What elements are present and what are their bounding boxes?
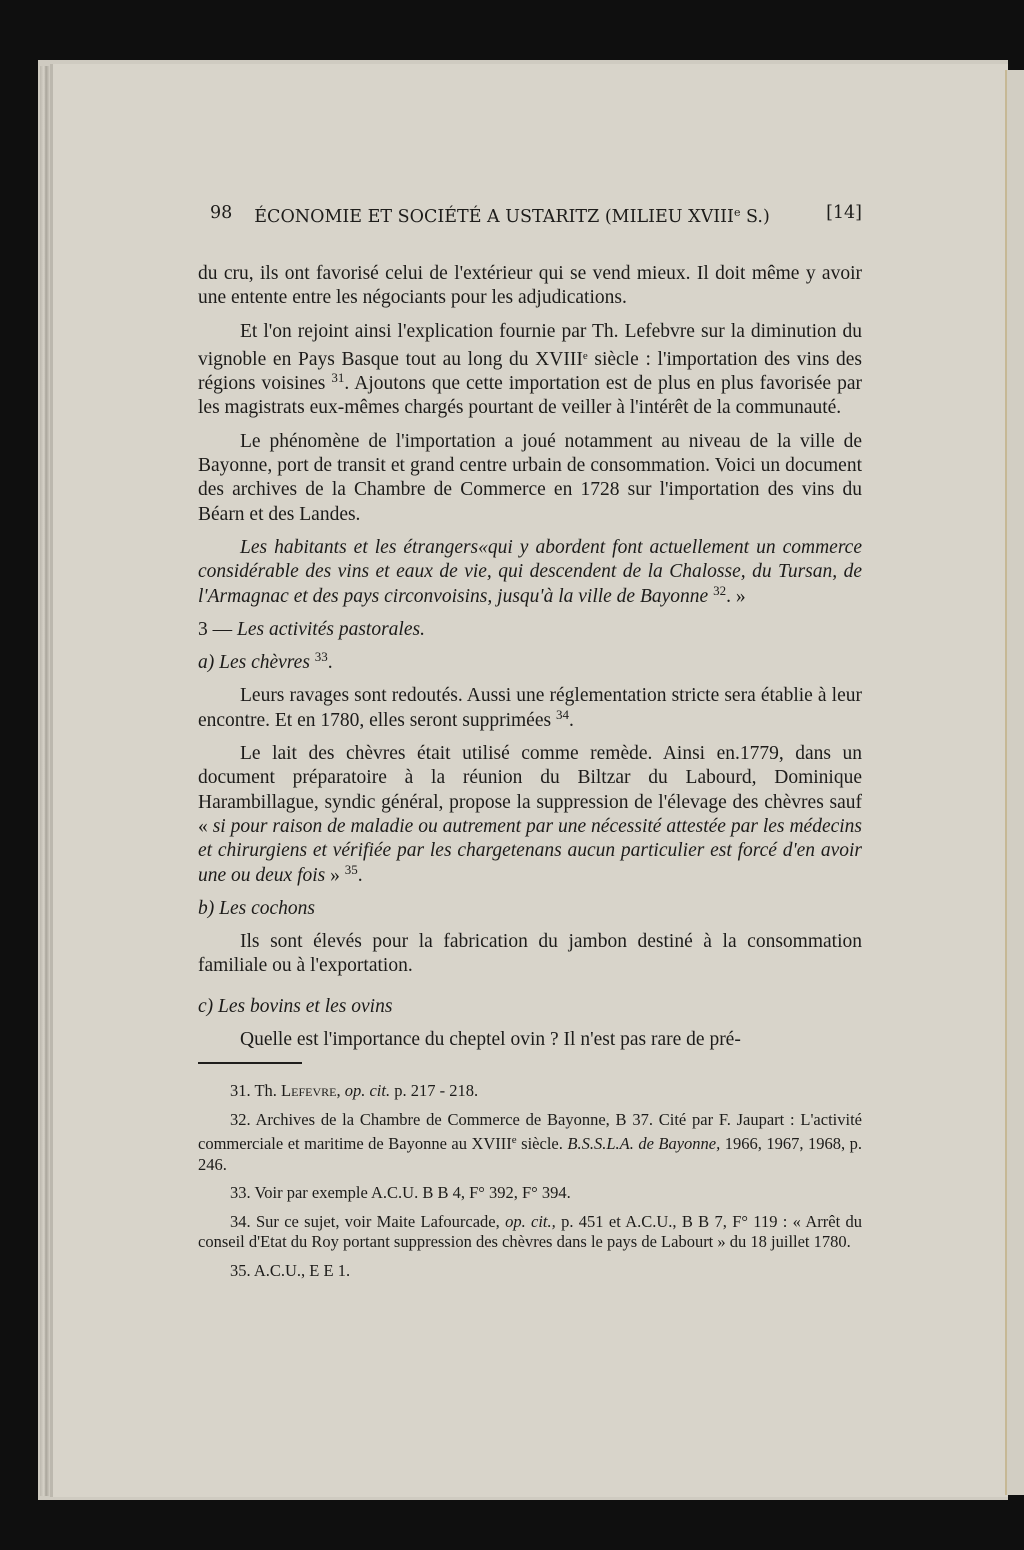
footnote-text: , xyxy=(336,1081,345,1101)
footnote-text: siècle. xyxy=(516,1134,568,1154)
paragraph-text: . xyxy=(568,709,574,731)
page-edge xyxy=(40,66,50,1496)
running-title-text: ÉCONOMIE ET SOCIÉTÉ A USTARITZ (MILIEU XVIII xyxy=(254,207,734,227)
subsection-heading: b) Les cochons xyxy=(198,897,315,919)
footnote-ref[interactable]: 34 xyxy=(555,706,569,722)
section-heading-number: 3 — xyxy=(198,618,237,640)
paragraph-text: » xyxy=(325,864,345,886)
paragraph xyxy=(198,684,862,733)
quote-text: . » xyxy=(726,585,746,607)
footnote-ref[interactable]: 35 xyxy=(344,861,358,877)
page-content xyxy=(198,198,862,1289)
subsection-heading xyxy=(198,651,862,675)
paragraph: du cru, ils ont favorisé celui de l'extérieur qui se vend mieux. Il doit même y avoir une entente entre les négociants pour les adjudications. xyxy=(198,263,862,309)
block-quote xyxy=(198,536,862,609)
footnote-text: p. 451 et A.C.U., B B 7, F° 119 : « Arrêt du conseil d'Etat du Roy portant suppression des chèvres dans le pays de Labourt » du 18 juillet 1780. xyxy=(198,1211,862,1252)
footnote-text: 31. Th. xyxy=(230,1081,282,1101)
footnotes xyxy=(198,1081,862,1281)
footnote-33: 33. Voir par exemple A.C.U. B B 4, F° 392, F° 394. xyxy=(230,1183,571,1203)
paragraph: Quelle est l'importance du cheptel ovin ? Il n'est pas rare de pré- xyxy=(240,1029,741,1051)
quote-text: si pour raison de maladie ou autrement par une nécessité attestée par les médecins et chirurgiens et vérifiée par les chargetenans aucun particulier est forcé d'en avoir une ou deux fois xyxy=(198,815,863,886)
subsection-heading: c) Les bovins et les ovins xyxy=(198,995,393,1017)
footnote-text: 32. Archives de la Chambre de Commerce de Bayonne, B 37. Cité par F. Jaupart : L'activité commerciale et maritime de Bayonne au XVIII xyxy=(198,1109,862,1154)
paragraph xyxy=(198,320,862,421)
footnote-citation: op. cit. xyxy=(344,1081,391,1101)
ordinal-superscript: e xyxy=(511,1134,517,1147)
page-number: 98 xyxy=(210,203,233,223)
running-title xyxy=(254,198,826,228)
section-heading xyxy=(198,618,862,642)
footnote-31 xyxy=(198,1081,862,1102)
running-head xyxy=(210,198,862,228)
section-number: [14] xyxy=(826,203,862,223)
paragraph-text: siècle : l'importation des vins des régions voisines xyxy=(198,348,862,395)
paragraph: Le phénomène de l'importation a joué notamment au niveau de la ville de Bayonne, port de transit et grand centre urbain de consommation. Voici un document des archives de la Chambre de Commerce en 1728 sur l'importation des vins du Béarn et des Landes. xyxy=(198,430,862,525)
facing-page-edge xyxy=(1005,70,1024,1495)
main-text xyxy=(198,262,862,1052)
paragraph-text: . xyxy=(357,864,363,886)
footnote-ref[interactable]: 33 xyxy=(314,649,328,665)
footnote-ref[interactable]: 31 xyxy=(331,370,345,386)
ordinal-superscript: e xyxy=(733,206,741,219)
paragraph-text: Et l'on rejoint ainsi l'explication fournie par Th. Lefebvre sur la diminution du vignoble en Pays Basque tout au long du XVIII xyxy=(198,320,862,370)
footnote-35: 35. A.C.U., E E 1. xyxy=(230,1260,351,1280)
footnote-text: 34. Sur ce sujet, voir Maite Lafourcade, xyxy=(230,1211,506,1231)
paragraph: Ils sont élevés pour la fabrication du jambon destiné à la consommation familiale ou à l'exportation. xyxy=(198,931,862,977)
subsection-heading-title: a) Les chèvres xyxy=(198,652,310,674)
footnote-text: p. 217 - 218. xyxy=(390,1081,479,1101)
footnote-text: 1966, 1967, 1968, p. 246. xyxy=(198,1134,862,1174)
paragraph-text: Le lait des chèvres était utilisé comme remède. Ainsi en.1779, dans un document préparatoire à la réunion du Biltzar du Labourd, Dominique Harambillague, syndic général, propose la suppression de l'élevage des chèvres sauf « xyxy=(198,743,862,837)
running-title-suffix: S.) xyxy=(740,207,770,227)
section-heading-title: Les activités pastorales. xyxy=(237,618,425,640)
subsection-heading-punct: . xyxy=(327,652,333,674)
footnote-citation: op. cit., xyxy=(505,1211,556,1231)
quote-text: Les habitants et les étrangers«qui y abordent font actuellement un commerce considérable des vins et eaux de vie, qui descendent de la Chalosse, du Tursan, de l'Armagnac et des pays circonvoisins, jusqu'à la ville de Bayonne xyxy=(198,536,862,607)
footnote-author: Lefevre xyxy=(281,1081,337,1101)
footnote-34 xyxy=(198,1212,862,1253)
footnote-citation: B.S.S.L.A. de Bayonne, xyxy=(567,1134,721,1154)
paragraph-text: . Ajoutons que cette importation est de plus en plus favorisée par les magistrats eux-mêmes chargés pourtant de veiller à l'intérêt de la communauté. xyxy=(198,373,863,419)
ordinal-superscript: e xyxy=(582,349,588,362)
paragraph-text: Leurs ravages sont redoutés. Aussi une réglementation stricte sera établie à leur encontre. Et en 1780, elles seront supprimées xyxy=(198,685,862,731)
paragraph xyxy=(198,742,862,888)
footnote-ref[interactable]: 32 xyxy=(713,582,727,598)
footnote-32 xyxy=(198,1110,862,1176)
footnote-divider xyxy=(198,1062,302,1064)
